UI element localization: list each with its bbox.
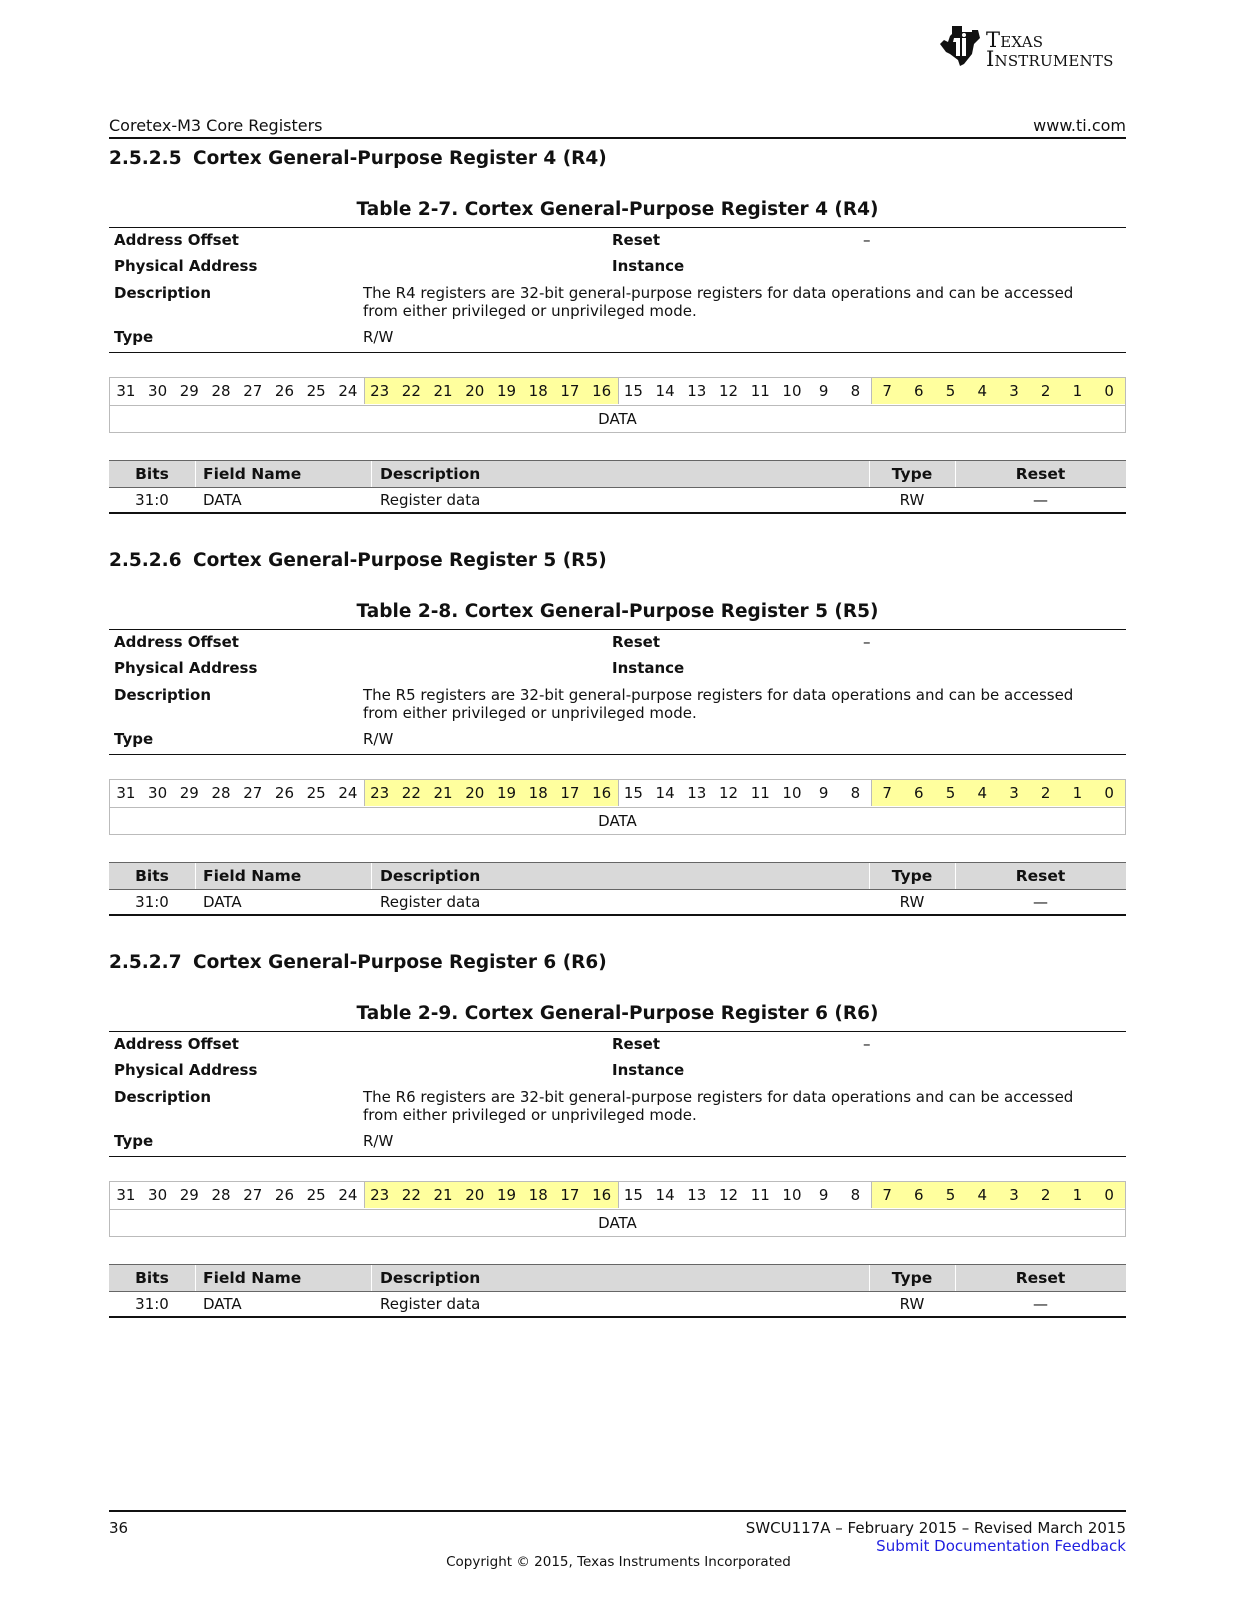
section-heading bbox=[109, 550, 607, 571]
section-title: Cortex General-Purpose Register 4 (R4) bbox=[193, 148, 607, 169]
bit-number: 21 bbox=[427, 378, 459, 404]
bit-number: 17 bbox=[554, 780, 586, 806]
bit-field-name: DATA bbox=[110, 807, 1125, 835]
table-title: Table 2-7. Cortex General-Purpose Register 4 (R4) bbox=[356, 199, 879, 220]
bit-number: 30 bbox=[148, 382, 168, 400]
reset-value: – bbox=[863, 231, 871, 249]
bits-header: Bits bbox=[135, 867, 169, 885]
register-section bbox=[109, 148, 1126, 518]
field-table bbox=[109, 862, 1126, 915]
bit-number: 5 bbox=[935, 1182, 967, 1208]
reset-value: – bbox=[863, 633, 871, 651]
table-title: Table 2-8. Cortex General-Purpose Register 5 (R5) bbox=[356, 601, 879, 622]
description-header: Description bbox=[380, 1269, 481, 1287]
header-rule bbox=[109, 137, 1126, 139]
bit-number: 22 bbox=[395, 1182, 427, 1208]
type-label: Type bbox=[114, 730, 154, 748]
description-text: The R6 registers are 32-bit general-purpose registers for data operations and can be accessed from either privileged or unprivileged mode. bbox=[363, 1088, 1074, 1124]
byte-separator bbox=[364, 780, 365, 806]
register-info-table bbox=[109, 1031, 1126, 1157]
row-type: RW bbox=[899, 1295, 925, 1313]
byte-separator bbox=[871, 378, 872, 404]
byte-separator bbox=[871, 780, 872, 806]
row-reset: — bbox=[1033, 1295, 1048, 1313]
header-separator bbox=[195, 461, 196, 487]
bit-field-diagram bbox=[109, 377, 1126, 433]
instance-label: Instance bbox=[612, 659, 685, 677]
row-description: Register data bbox=[380, 1295, 481, 1313]
section-title: Cortex General-Purpose Register 5 (R5) bbox=[193, 550, 607, 571]
ti-logo-icon bbox=[938, 24, 982, 68]
byte-separator bbox=[364, 1182, 365, 1208]
bit-number: 30 bbox=[148, 1186, 168, 1204]
section-heading bbox=[109, 952, 607, 973]
bit-number: 13 bbox=[687, 1186, 707, 1204]
description-label: Description bbox=[114, 686, 212, 704]
row-field-name: DATA bbox=[203, 491, 242, 509]
running-header-url[interactable]: www.ti.com bbox=[1033, 116, 1126, 135]
section-number: 2.5.2.7 bbox=[109, 952, 182, 973]
bit-number: 17 bbox=[554, 378, 586, 404]
logo-line-2: Instruments bbox=[986, 47, 1114, 71]
bit-number: 11 bbox=[750, 382, 770, 400]
bit-number: 12 bbox=[718, 784, 739, 802]
bit-number: 18 bbox=[522, 378, 554, 404]
row-field-name: DATA bbox=[203, 1295, 242, 1313]
bit-number: 4 bbox=[966, 1182, 998, 1208]
row-reset: — bbox=[1033, 491, 1048, 509]
bits-header: Bits bbox=[135, 465, 169, 483]
row-type: RW bbox=[899, 491, 925, 509]
copyright: Copyright © 2015, Texas Instruments Incorporated bbox=[446, 1554, 791, 1570]
table-bottom-rule bbox=[109, 914, 1126, 916]
bit-number: 14 bbox=[655, 784, 675, 802]
table-title: Table 2-9. Cortex General-Purpose Register 6 (R6) bbox=[356, 1003, 879, 1024]
bit-number: 20 bbox=[459, 780, 491, 806]
bit-number: 11 bbox=[750, 784, 770, 802]
row-type: RW bbox=[899, 893, 925, 911]
type-value: R/W bbox=[363, 328, 394, 346]
type-value: R/W bbox=[363, 1132, 394, 1150]
feedback-link[interactable]: Submit Documentation Feedback bbox=[876, 1537, 1126, 1555]
register-section bbox=[109, 550, 1126, 920]
bit-number: 16 bbox=[586, 1182, 618, 1208]
bit-number: 23 bbox=[364, 378, 396, 404]
bit-number: 17 bbox=[554, 1182, 586, 1208]
description-text: The R5 registers are 32-bit general-purpose registers for data operations and can be accessed from either privileged or unprivileged mode. bbox=[363, 686, 1074, 722]
field-name-header: Field Name bbox=[203, 1269, 302, 1287]
bit-number: 2 bbox=[1030, 780, 1062, 806]
bit-number: 19 bbox=[491, 780, 523, 806]
row-reset: — bbox=[1033, 893, 1048, 911]
section-title: Cortex General-Purpose Register 6 (R6) bbox=[193, 952, 607, 973]
bit-number: 4 bbox=[966, 780, 998, 806]
bit-number: 6 bbox=[903, 378, 935, 404]
type-value: R/W bbox=[363, 730, 394, 748]
bit-number: 15 bbox=[623, 784, 643, 802]
bit-number: 13 bbox=[687, 382, 707, 400]
row-bits: 31:0 bbox=[135, 1295, 169, 1313]
bit-number: 2 bbox=[1030, 1182, 1062, 1208]
bit-number: 12 bbox=[718, 1186, 739, 1204]
reset-header: Reset bbox=[1015, 465, 1066, 483]
bit-number: 9 bbox=[818, 784, 829, 802]
header-separator bbox=[371, 1265, 372, 1291]
bit-number: 15 bbox=[623, 382, 643, 400]
bit-number: 6 bbox=[903, 780, 935, 806]
description-label: Description bbox=[114, 284, 212, 302]
bit-number: 28 bbox=[211, 1186, 231, 1204]
type-header: Type bbox=[891, 1269, 933, 1287]
bit-field-name: DATA bbox=[110, 1209, 1125, 1237]
bit-number: 9 bbox=[818, 382, 829, 400]
bit-number: 19 bbox=[491, 378, 523, 404]
bit-number: 25 bbox=[306, 1186, 326, 1204]
bit-number: 26 bbox=[274, 382, 294, 400]
bit-number: 14 bbox=[655, 1186, 675, 1204]
bit-number: 24 bbox=[338, 784, 358, 802]
bit-number: 28 bbox=[211, 784, 231, 802]
byte-separator bbox=[618, 1182, 619, 1208]
bit-number: 10 bbox=[782, 382, 802, 400]
row-description: Register data bbox=[380, 893, 481, 911]
header-separator bbox=[371, 863, 372, 889]
bit-number: 27 bbox=[243, 784, 263, 802]
ti-logo bbox=[938, 22, 1128, 72]
bit-number: 18 bbox=[522, 780, 554, 806]
bit-number: 26 bbox=[274, 784, 294, 802]
bit-number: 28 bbox=[211, 382, 231, 400]
bit-number: 1 bbox=[1062, 780, 1094, 806]
bit-number: 16 bbox=[586, 780, 618, 806]
bit-number: 23 bbox=[364, 1182, 396, 1208]
bit-number: 23 bbox=[364, 780, 396, 806]
instance-label: Instance bbox=[612, 1061, 685, 1079]
bit-number: 1 bbox=[1062, 1182, 1094, 1208]
physical-address-label: Physical Address bbox=[114, 659, 258, 677]
row-description: Register data bbox=[380, 491, 481, 509]
page-number: 36 bbox=[109, 1519, 129, 1537]
reset-header: Reset bbox=[1015, 867, 1066, 885]
bit-number: 19 bbox=[491, 1182, 523, 1208]
physical-address-label: Physical Address bbox=[114, 1061, 258, 1079]
bit-number: 14 bbox=[655, 382, 675, 400]
bit-number: 9 bbox=[818, 1186, 829, 1204]
field-table bbox=[109, 460, 1126, 513]
bit-number: 24 bbox=[338, 1186, 358, 1204]
bit-number: 1 bbox=[1062, 378, 1094, 404]
bit-number: 7 bbox=[871, 378, 903, 404]
header-separator bbox=[195, 1265, 196, 1291]
bit-number: 7 bbox=[871, 1182, 903, 1208]
register-info-table bbox=[109, 629, 1126, 755]
bit-number: 11 bbox=[750, 1186, 770, 1204]
byte-separator bbox=[364, 378, 365, 404]
type-label: Type bbox=[114, 1132, 154, 1150]
reset-header: Reset bbox=[1015, 1269, 1066, 1287]
bit-field-diagram bbox=[109, 779, 1126, 835]
bit-number: 8 bbox=[850, 784, 861, 802]
description-label: Description bbox=[114, 1088, 212, 1106]
section-heading bbox=[109, 148, 607, 169]
field-table-header bbox=[109, 460, 1126, 488]
bit-number: 27 bbox=[243, 382, 263, 400]
logo-line-1: Texas bbox=[986, 28, 1044, 52]
register-info-table bbox=[109, 227, 1126, 353]
section-number: 2.5.2.6 bbox=[109, 550, 182, 571]
address-offset-label: Address Offset bbox=[114, 231, 239, 249]
byte-separator bbox=[618, 378, 619, 404]
bit-number: 3 bbox=[998, 378, 1030, 404]
type-label: Type bbox=[114, 328, 154, 346]
address-offset-label: Address Offset bbox=[114, 1035, 239, 1053]
bit-number: 3 bbox=[998, 780, 1030, 806]
description-header: Description bbox=[380, 465, 481, 483]
reset-label: Reset bbox=[612, 1035, 660, 1053]
bit-number: 25 bbox=[306, 382, 326, 400]
row-field-name: DATA bbox=[203, 893, 242, 911]
section-number: 2.5.2.5 bbox=[109, 148, 182, 169]
table-bottom-rule bbox=[109, 512, 1126, 514]
bit-number: 8 bbox=[850, 1186, 861, 1204]
bits-header: Bits bbox=[135, 1269, 169, 1287]
bit-number: 6 bbox=[903, 1182, 935, 1208]
bit-number: 22 bbox=[395, 378, 427, 404]
bit-number: 30 bbox=[148, 784, 168, 802]
description-text: The R4 registers are 32-bit general-purpose registers for data operations and can be accessed from either privileged or unprivileged mode. bbox=[363, 284, 1074, 320]
bit-number: 12 bbox=[718, 382, 739, 400]
byte-separator bbox=[871, 1182, 872, 1208]
bit-number: 24 bbox=[338, 382, 358, 400]
row-bits: 31:0 bbox=[135, 491, 169, 509]
type-header: Type bbox=[891, 465, 933, 483]
bit-number: 22 bbox=[395, 780, 427, 806]
bit-number: 29 bbox=[179, 382, 199, 400]
bit-number: 31 bbox=[116, 784, 136, 802]
type-header: Type bbox=[891, 867, 933, 885]
byte-separator bbox=[618, 780, 619, 806]
footer-rule bbox=[109, 1510, 1126, 1512]
bit-number: 0 bbox=[1093, 780, 1125, 806]
bit-number: 20 bbox=[459, 378, 491, 404]
register-section bbox=[109, 952, 1126, 1322]
bit-number: 27 bbox=[243, 1186, 263, 1204]
bit-number: 0 bbox=[1093, 378, 1125, 404]
field-name-header: Field Name bbox=[203, 867, 302, 885]
bit-number: 31 bbox=[116, 382, 136, 400]
bit-number: 0 bbox=[1093, 1182, 1125, 1208]
reset-label: Reset bbox=[612, 231, 660, 249]
bit-field-name: DATA bbox=[110, 405, 1125, 433]
header-separator bbox=[371, 461, 372, 487]
physical-address-label: Physical Address bbox=[114, 257, 258, 275]
field-table bbox=[109, 1264, 1126, 1317]
bit-number: 2 bbox=[1030, 378, 1062, 404]
bit-number: 7 bbox=[871, 780, 903, 806]
bit-number: 26 bbox=[274, 1186, 294, 1204]
bit-number: 15 bbox=[623, 1186, 643, 1204]
bit-number: 13 bbox=[687, 784, 707, 802]
bit-number: 29 bbox=[179, 784, 199, 802]
instance-label: Instance bbox=[612, 257, 685, 275]
bit-number: 5 bbox=[935, 780, 967, 806]
bit-number: 20 bbox=[459, 1182, 491, 1208]
header-separator bbox=[195, 863, 196, 889]
bit-number: 5 bbox=[935, 378, 967, 404]
reset-value: – bbox=[863, 1035, 871, 1053]
bit-number: 16 bbox=[586, 378, 618, 404]
bit-number: 25 bbox=[306, 784, 326, 802]
reset-label: Reset bbox=[612, 633, 660, 651]
field-table-header bbox=[109, 862, 1126, 890]
row-bits: 31:0 bbox=[135, 893, 169, 911]
bit-number: 4 bbox=[966, 378, 998, 404]
bit-number: 21 bbox=[427, 1182, 459, 1208]
bit-number: 10 bbox=[782, 784, 802, 802]
field-table-header bbox=[109, 1264, 1126, 1292]
bit-number: 31 bbox=[116, 1186, 136, 1204]
bit-number: 21 bbox=[427, 780, 459, 806]
bit-number: 29 bbox=[179, 1186, 199, 1204]
field-name-header: Field Name bbox=[203, 465, 302, 483]
bit-number: 8 bbox=[850, 382, 861, 400]
running-header-title: Coretex-M3 Core Registers bbox=[109, 116, 323, 135]
description-header: Description bbox=[380, 867, 481, 885]
address-offset-label: Address Offset bbox=[114, 633, 239, 651]
bit-number: 10 bbox=[782, 1186, 802, 1204]
document-id: SWCU117A – February 2015 – Revised March 2015 bbox=[745, 1519, 1126, 1537]
table-bottom-rule bbox=[109, 1316, 1126, 1318]
bit-number: 3 bbox=[998, 1182, 1030, 1208]
bit-number: 18 bbox=[522, 1182, 554, 1208]
bit-field-diagram bbox=[109, 1181, 1126, 1237]
